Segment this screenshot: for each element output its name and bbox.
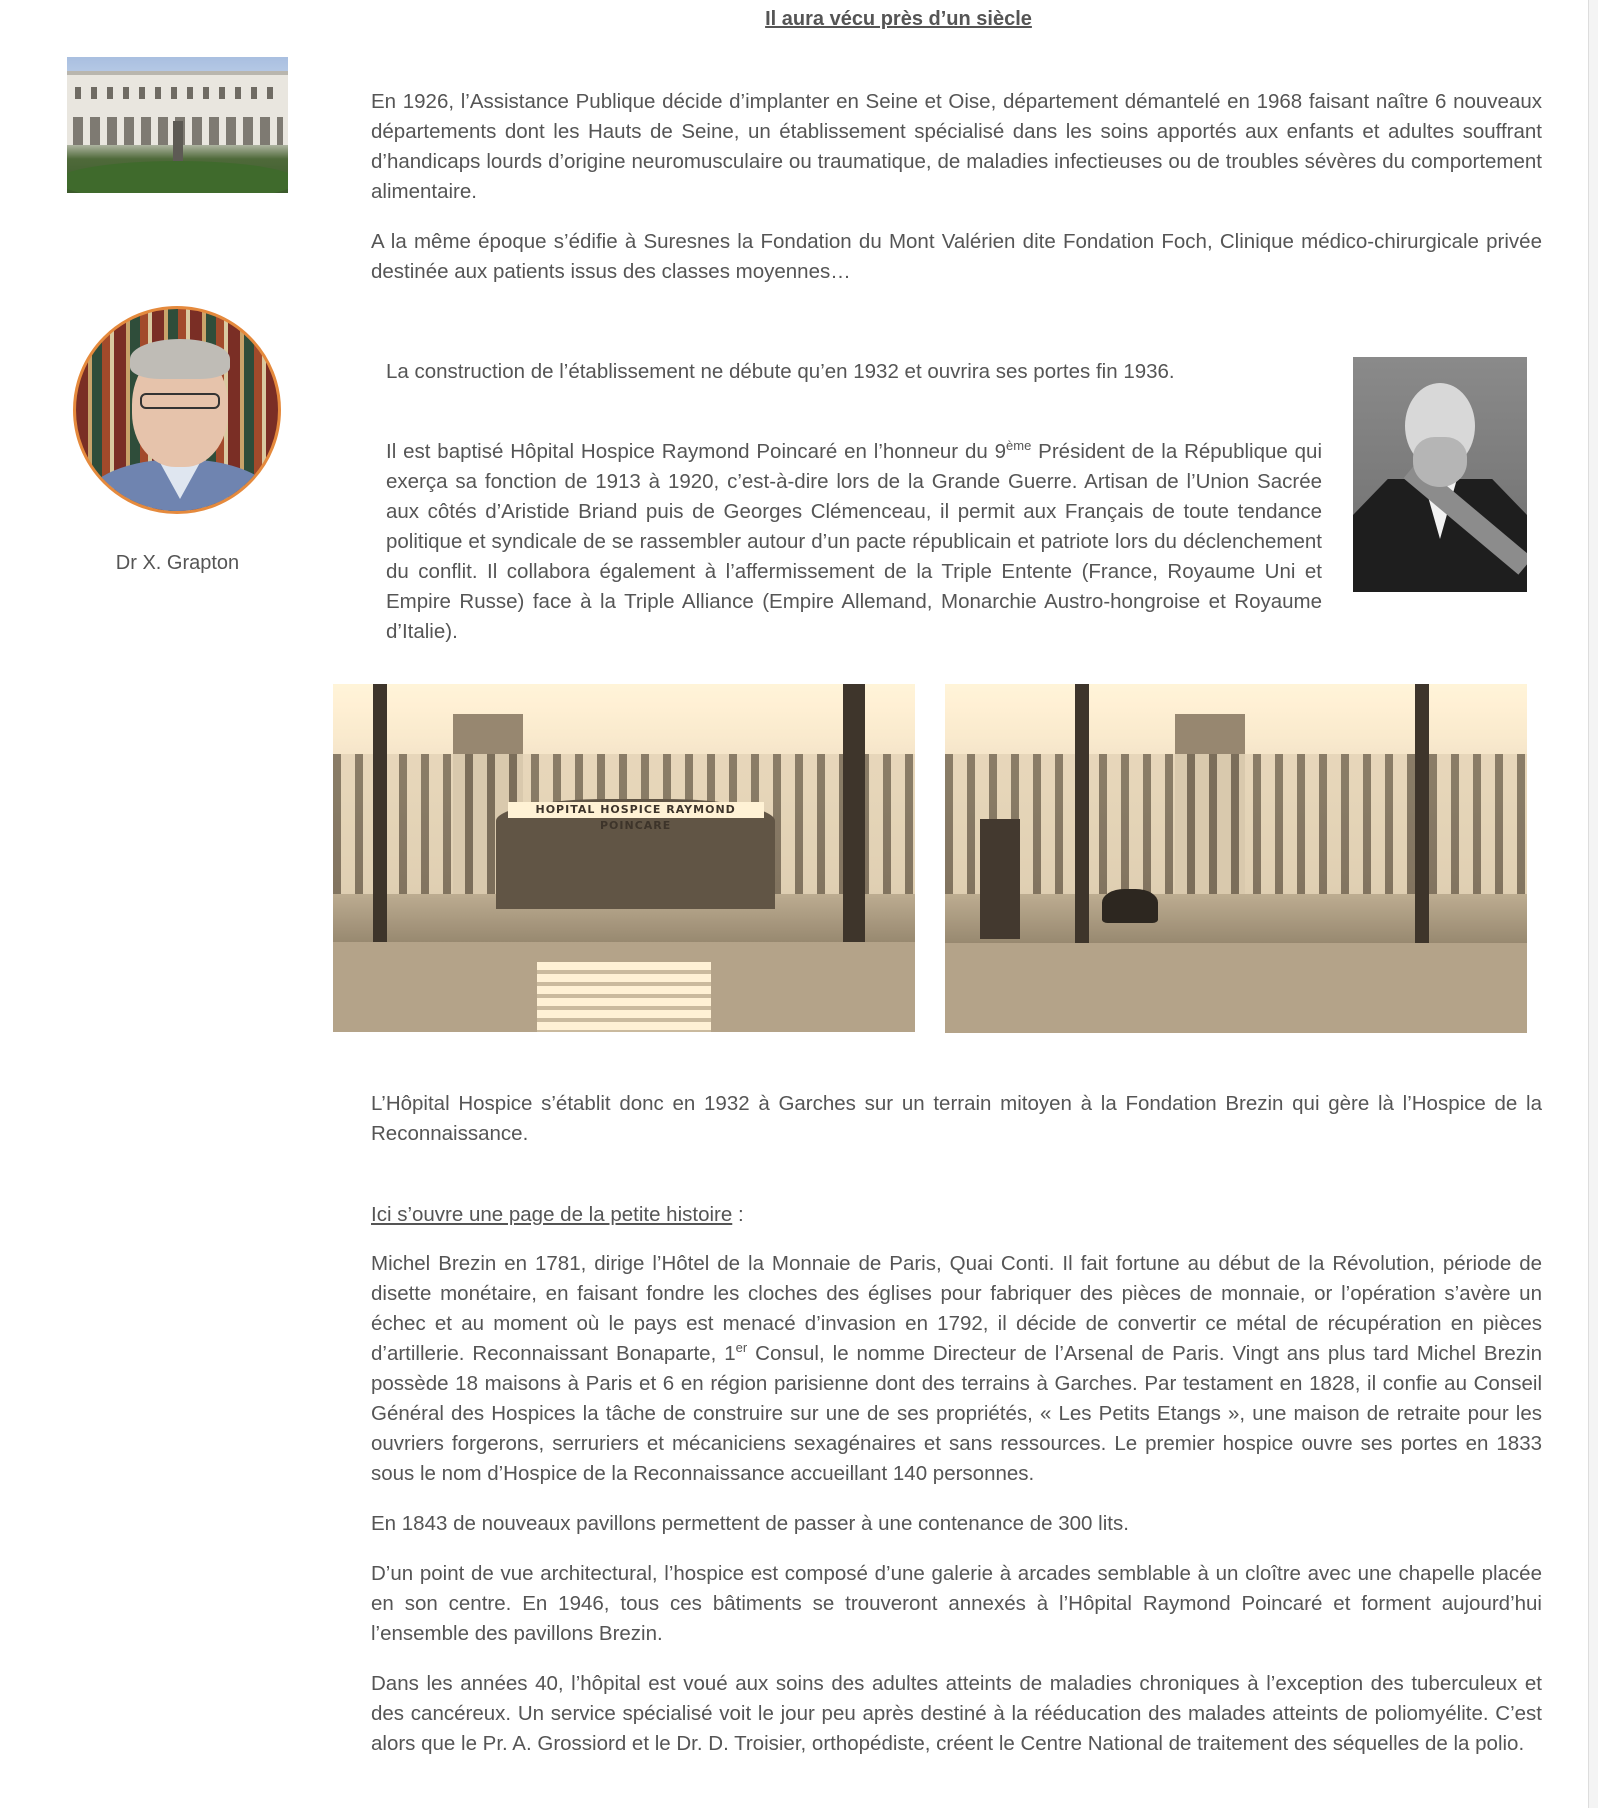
brezin-cloister-photo: [67, 57, 288, 193]
article-title: Il aura vécu près d’un siècle: [765, 8, 1032, 30]
settlement-paragraph: L’Hôpital Hospice s’établit donc en 1932 à Garches sur un terrain mitoyen à la Fondation Brezin qui gère là l’Hospice de la Reconnaissance.: [371, 1092, 1542, 1145]
construction-paragraph: La construction de l’établissement ne débute qu’en 1932 et ouvrira ses portes fin 1936.: [386, 360, 1175, 383]
brezin-paragraph: Michel Brezin en 1781, dirige l’Hôtel de la Monnaie de Paris, Quai Conti. Il fait fortune au début de la Révolution, période de disette monétaire, en faisant fondre les cloches des églises pour fabriquer des pièces de monnaie, or l’opération s’avère un échec et au moment où le pays est menacé d’invasion en 1792, il décide de convertir ce métal de récupération en pièces d’artillerie. Reconnaissant Bonaparte, 1er Consul, le nomme Directeur de l’Arsenal de Paris. Vingt ans plus tard Michel Brezin possède 18 maisons à Paris et 6 en région parisienne dont des terrains à Garches. Par testament en 1828, il confie au Conseil Général des Hospices la tâche de construire sur une de ses propriétés, « Les Petits Etangs », une maison de retraite pour les ouvriers forgerons, serruriers et mécaniciens sexagénaires et sans ressources. Le premier hospice ouvre ses portes en 1833 sous le nom d’Hospice de la Reconnaissance accueillant 140 personnes.: [371, 1252, 1542, 1485]
polio-paragraph: Dans les années 40, l’hôpital est voué aux soins des adultes atteints de maladies chroniques à l’exception des tuberculeux et des cancéreux. Un service spécialisé voit le jour peu après destiné à la rééducation des malades atteints de poliomyélite. C’est alors que le Pr. A. Grossiord et le Dr. D. Troisier, orthopédiste, créent le Centre National de traitement des séquelles de la polio.: [371, 1672, 1542, 1755]
hospital-sign-text: HOPITAL HOSPICE RAYMOND POINCARE: [508, 802, 764, 818]
baptism-paragraph: Il est baptisé Hôpital Hospice Raymond Poincaré en l’honneur du 9ème Président de la République qui exerça sa fonction de 1913 à 1920, c’est-à-dire lors de la Grande Guerre. Artisan de l’Union Sacrée aux côtés d’Aristide Briand puis de Georges Clémenceau, il permit aux Français de toute tendance politique et syndicale de se rassembler autour d’un pacte républicain et patriote lors du déclenchement du conflit. Il collabora également à l’affermissement de la Triple Entente (France, Royaume Uni et Empire Russe) face à la Triple Alliance (Empire Allemand, Monarchie Austro-hongroise et Royaume d’Italie).: [386, 438, 1322, 643]
author-name: Dr X. Grapton: [115, 552, 240, 574]
hospital-courtyard-photo: [945, 684, 1527, 1033]
capacity-paragraph: En 1843 de nouveaux pavillons permettent de passer à une contenance de 300 lits.: [371, 1512, 1129, 1535]
small-history-heading: Ici s’ouvre une page de la petite histoire :: [371, 1203, 744, 1226]
author-avatar: [73, 306, 281, 514]
page-scrollbar[interactable]: [1588, 0, 1598, 1808]
intro-paragraph-2: A la même époque s’édifie à Suresnes la Fondation du Mont Valérien dite Fondation Foch, Clinique médico-chirurgicale privée destinée aux patients issus des classes moyennes…: [371, 230, 1542, 283]
raymond-poincare-portrait: [1353, 357, 1527, 592]
intro-paragraph-1: En 1926, l’Assistance Publique décide d’implanter en Seine et Oise, département démantelé en 1968 faisant naître 6 nouveaux départements dont les Hauts de Seine, un établissement spécialisé dans les soins apportés aux enfants et adultes souffrant d’handicaps lourds d’origine neuromusculaire ou traumatique, de maladies infectieuses ou de troubles sévères du comportement alimentaire.: [371, 90, 1542, 203]
hospital-entrance-photo: [333, 684, 915, 1032]
architecture-paragraph: D’un point de vue architectural, l’hospice est composé d’une galerie à arcades semblable à un cloître avec une chapelle placée en son centre. En 1946, tous ces bâtiments se trouveront annexés à l’Hôpital Raymond Poincaré et forment aujourd’hui l’ensemble des pavillons Brezin.: [371, 1562, 1542, 1645]
